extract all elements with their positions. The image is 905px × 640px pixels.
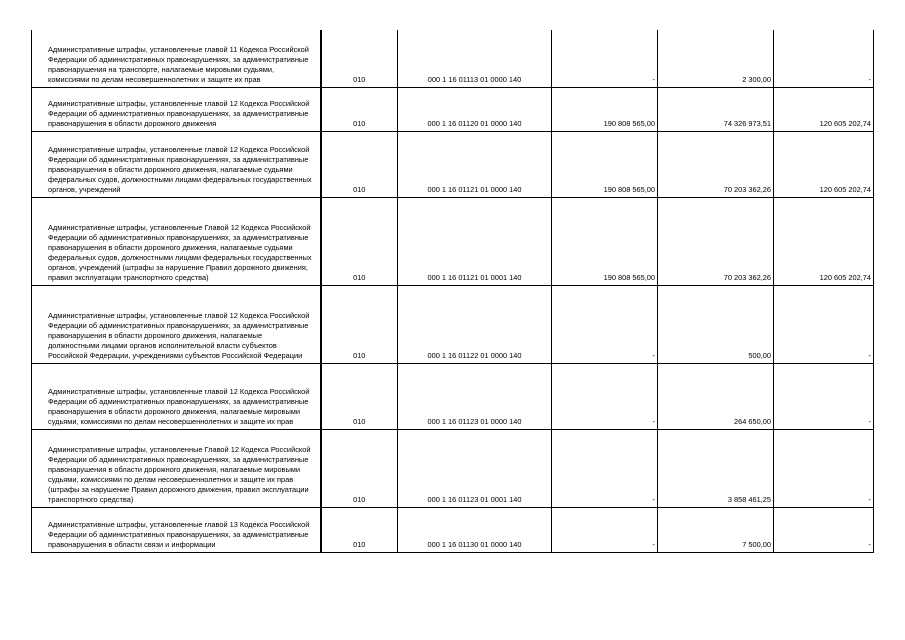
row-income-code: 000 1 16 01123 01 0001 140 bbox=[398, 429, 552, 507]
row-approved: - bbox=[552, 363, 658, 429]
row-name: Административные штрафы, установленные главой 12 Кодекса Российской Федерации об административных правонарушениях, за административные правонарушения в области дорожного движения, налагаемые судьями федеральных судов, должностными лицами федеральных государственных органов, учреждений bbox=[48, 144, 314, 194]
row-name-cell bbox=[32, 363, 321, 429]
row-line-code: 010 bbox=[321, 197, 398, 285]
row-income-code: 000 1 16 01122 01 0000 140 bbox=[398, 285, 552, 363]
table-row bbox=[32, 285, 874, 363]
row-line-code: 010 bbox=[321, 363, 398, 429]
revenue-table bbox=[31, 30, 874, 553]
row-approved: - bbox=[552, 429, 658, 507]
row-approved: - bbox=[552, 285, 658, 363]
row-executed: 2 300,00 bbox=[658, 30, 774, 87]
row-approved: 190 808 565,00 bbox=[552, 197, 658, 285]
row-name: Административные штрафы, установленные Главой 12 Кодекса Российской Федерации об административных правонарушениях, за административные правонарушения в области дорожного движения, налагаемые судьями федеральных судов, должностными лицами федеральных государственных органов, учреждений (штрафы за нарушение Правил дорожного движения, правил эксплуатации транспортного средства) bbox=[48, 222, 314, 282]
row-executed: 7 500,00 bbox=[658, 507, 774, 552]
row-line-code: 010 bbox=[321, 131, 398, 197]
table-row bbox=[32, 30, 874, 87]
table-row bbox=[32, 197, 874, 285]
row-approved: - bbox=[552, 30, 658, 87]
row-unexecuted: - bbox=[774, 285, 874, 363]
row-name-cell bbox=[32, 87, 321, 131]
row-unexecuted: - bbox=[774, 507, 874, 552]
row-name: Административные штрафы, установленные Главой 12 Кодекса Российской Федерации об административных правонарушениях, за административные правонарушения в области дорожного движения, налагаемые мировыми судьями, комиссиями по делам несовершеннолетних и защите их прав (штрафы за нарушение Правил дорожного движения, правил эксплуатации транспортного средства) bbox=[48, 444, 313, 504]
table-row bbox=[32, 363, 874, 429]
row-executed: 74 326 973,51 bbox=[658, 87, 774, 131]
row-unexecuted: 120 605 202,74 bbox=[774, 131, 874, 197]
row-approved: - bbox=[552, 507, 658, 552]
row-income-code: 000 1 16 01113 01 0000 140 bbox=[398, 30, 552, 87]
row-unexecuted: - bbox=[774, 429, 874, 507]
row-name-cell bbox=[32, 131, 321, 197]
table-row bbox=[32, 507, 874, 552]
row-unexecuted: 120 605 202,74 bbox=[774, 87, 874, 131]
row-income-code: 000 1 16 01123 01 0000 140 bbox=[398, 363, 552, 429]
row-unexecuted: 120 605 202,74 bbox=[774, 197, 874, 285]
row-line-code: 010 bbox=[321, 30, 398, 87]
row-approved: 190 808 565,00 bbox=[552, 131, 658, 197]
table-row bbox=[32, 429, 874, 507]
row-approved: 190 808 565,00 bbox=[552, 87, 658, 131]
row-name: Административные штрафы, установленные главой 11 Кодекса Российской Федерации об административных правонарушениях, за административные правонарушения на транспорте, налагаемые мировыми судьями, комиссиями по делам несовершеннолетних и защите их прав bbox=[48, 44, 311, 84]
row-name-cell bbox=[32, 429, 321, 507]
row-income-code: 000 1 16 01121 01 0000 140 bbox=[398, 131, 552, 197]
row-line-code: 010 bbox=[321, 285, 398, 363]
row-income-code: 000 1 16 01121 01 0001 140 bbox=[398, 197, 552, 285]
row-name: Административные штрафы, установленные главой 13 Кодекса Российской Федерации об административных правонарушениях, за административные правонарушения в области связи и информации bbox=[48, 519, 312, 549]
row-name: Административные штрафы, установленные главой 12 Кодекса Российской Федерации об административных правонарушениях, за административные правонарушения в области дорожного движения, налагаемые мировыми судьями, комиссиями по делам несовершеннолетних и защите их прав bbox=[48, 386, 312, 426]
table-row bbox=[32, 131, 874, 197]
row-name-cell bbox=[32, 507, 321, 552]
row-income-code: 000 1 16 01120 01 0000 140 bbox=[398, 87, 552, 131]
row-name-cell bbox=[32, 197, 321, 285]
row-executed: 70 203 362,26 bbox=[658, 197, 774, 285]
row-line-code: 010 bbox=[321, 87, 398, 131]
row-line-code: 010 bbox=[321, 429, 398, 507]
row-executed: 3 858 461,25 bbox=[658, 429, 774, 507]
row-name: Административные штрафы, установленные главой 12 Кодекса Российской Федерации об административных правонарушениях, за административные правонарушения в области дорожного движения, налагаемые должностными лицами органов исполнительной власти субъектов Российской Федерации, учреждениями субъектов Российской Федерации bbox=[48, 310, 312, 360]
row-name-cell bbox=[32, 285, 321, 363]
row-executed: 70 203 362,26 bbox=[658, 131, 774, 197]
row-line-code: 010 bbox=[321, 507, 398, 552]
table-row bbox=[32, 87, 874, 131]
row-name-cell bbox=[32, 30, 321, 87]
row-unexecuted: - bbox=[774, 30, 874, 87]
row-executed: 500,00 bbox=[658, 285, 774, 363]
row-name: Административные штрафы, установленные главой 12 Кодекса Российской Федерации об административных правонарушениях, за административные правонарушения в области дорожного движения bbox=[48, 98, 312, 128]
row-income-code: 000 1 16 01130 01 0000 140 bbox=[398, 507, 552, 552]
row-executed: 264 650,00 bbox=[658, 363, 774, 429]
row-unexecuted: - bbox=[774, 363, 874, 429]
